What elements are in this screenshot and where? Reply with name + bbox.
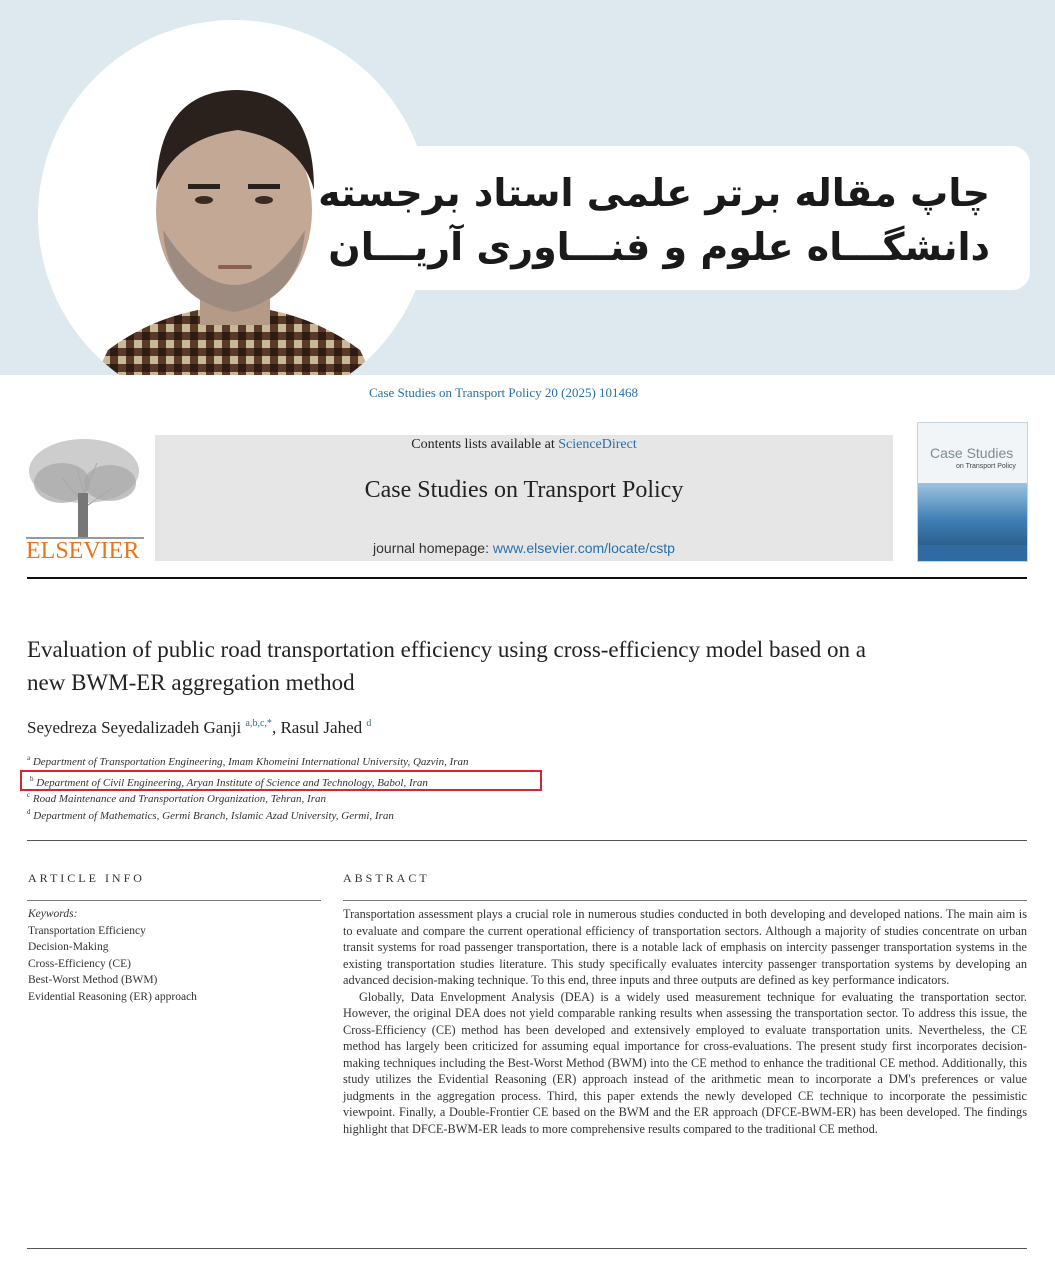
homepage-line [155,540,893,556]
citation-link[interactable]: Case Studies on Transport Policy 20 (2025) 101468 [369,385,639,400]
sciencedirect-link[interactable]: ScienceDirect [558,437,637,452]
affiliation-text: Road Maintenance and Transportation Organization, Tehran, Iran [32,793,327,805]
footer-rule [27,1248,1027,1249]
cover-footer [918,545,1028,562]
journal-name: Case Studies on Transport Policy [364,477,684,503]
affiliation-text: Department of Civil Engineering, Aryan Institute of Science and Technology, Babol, Iran [36,777,428,789]
abstract-body [343,906,1027,1137]
affiliation [27,791,326,805]
affiliation-mark: c [27,791,31,799]
keywords-list [28,906,197,1005]
article-info-rule [27,900,321,901]
affiliation-mark: a [27,754,31,762]
abstract-paragraph: Transportation assessment plays a crucial role in numerous studies conducted in both developing and developed nations. The main aim is to evaluate and compare the current operational efficiency of transportation sectors. Although a majority of studies concentrate on urban transit systems for road passenger transportation, there is a notable lack of emphasis on intercity passenger transportation systems in the existing transportation studies literature. This study specifically evaluates intercity passenger transportation systems by developing an advanced decision-making technique. To this end, three inputs and three outputs are defined as key performance indicators. [343,907,1027,987]
contents-prefix: Contents lists available at [411,437,559,452]
cover-subtitle: on Transport Policy [956,463,1016,470]
keyword: Best-Worst Method (BWM) [28,974,158,986]
author-name: , Rasul Jahed [271,718,363,737]
cover-title: Case Studies [930,445,1014,461]
author-affiliation-marks[interactable]: a,b,c,* [245,718,272,729]
affiliation [27,808,394,822]
abstract-paragraph: Globally, Data Envelopment Analysis (DEA) is a widely used measurement technique for evaluating the transportation sector. However, the original DEA does not yield comparable ranking results when assessing the transportation sector. To address this issue, the Cross-Efficiency (CE) method has been developed and extensively employed to evaluate transportation units. Nevertheless, the CE method has largely been criticized for assuming equal importance for cross-evaluations. The present study first incorporates decision-making techniques including the Best-Worst Method (BWM) into the CE method to enhance the traditional CE method. Additionally, this study utilizes the Evidential Reasoning (ER) approach instead of the arithmetic mean to incorporate a DM's preferences or value judgments in the aggregation process. Third, this paper extends the newly developed CE technique to incorporate the pessimistic viewpoint. Finally, a Double-Frontier CE based on the BWM and the ER approach (DFCE-BWM-ER) has been developed. The findings highlight that DFCE-BWM-ER leads to more comprehensive results compared to the traditional CE method. [343,989,1027,1136]
header-rule [27,577,1027,579]
affiliation [27,754,469,768]
cover-image [918,483,1028,545]
journal-header-box [155,435,893,561]
article-title: Evaluation of public road transportation efficiency using cross-efficiency model based on a new BWM-ER aggregation method [27,637,867,695]
journal-cover [917,422,1028,562]
homepage-link[interactable]: www.elsevier.com/locate/cstp [492,540,675,556]
homepage-prefix: journal homepage: [373,540,493,556]
contents-line [155,437,893,453]
section-rule [27,840,1027,841]
abstract-rule [343,900,1027,901]
keyword: Transportation Efficiency [28,924,146,937]
author-list [27,718,371,738]
affiliation-text: Department of Mathematics, Germi Branch, Islamic Azad University, Germi, Iran [33,810,394,822]
keyword: Evidential Reasoning (ER) approach [28,990,197,1003]
keywords-label: Keywords: [28,908,78,920]
headline-line-1: چاپ مقاله برتر علمی استاد برجسته [318,171,990,215]
elsevier-wordmark: ELSEVIER [26,538,140,564]
headline-box [318,146,1030,290]
author-affiliation-marks[interactable]: d [366,718,372,729]
keyword: Decision-Making [28,941,109,953]
affiliation-mark: d [27,808,31,816]
abstract-heading: ABSTRACT [343,871,430,885]
affiliation-text: Department of Transportation Engineering, Imam Khomeini International University, Qazvin, Iran [32,756,469,768]
author-name: Seyedreza Seyedalizadeh Ganji [27,718,242,737]
affiliation-mark: b [30,775,34,783]
article-info-heading: ARTICLE INFO [28,871,145,885]
headline-line-2: دانشگـــاه علوم و فنـــاوری آریـــان [328,225,990,269]
keyword: Cross-Efficiency (CE) [28,957,131,970]
paper-page [0,375,1055,1280]
affiliation-highlight [20,770,542,791]
